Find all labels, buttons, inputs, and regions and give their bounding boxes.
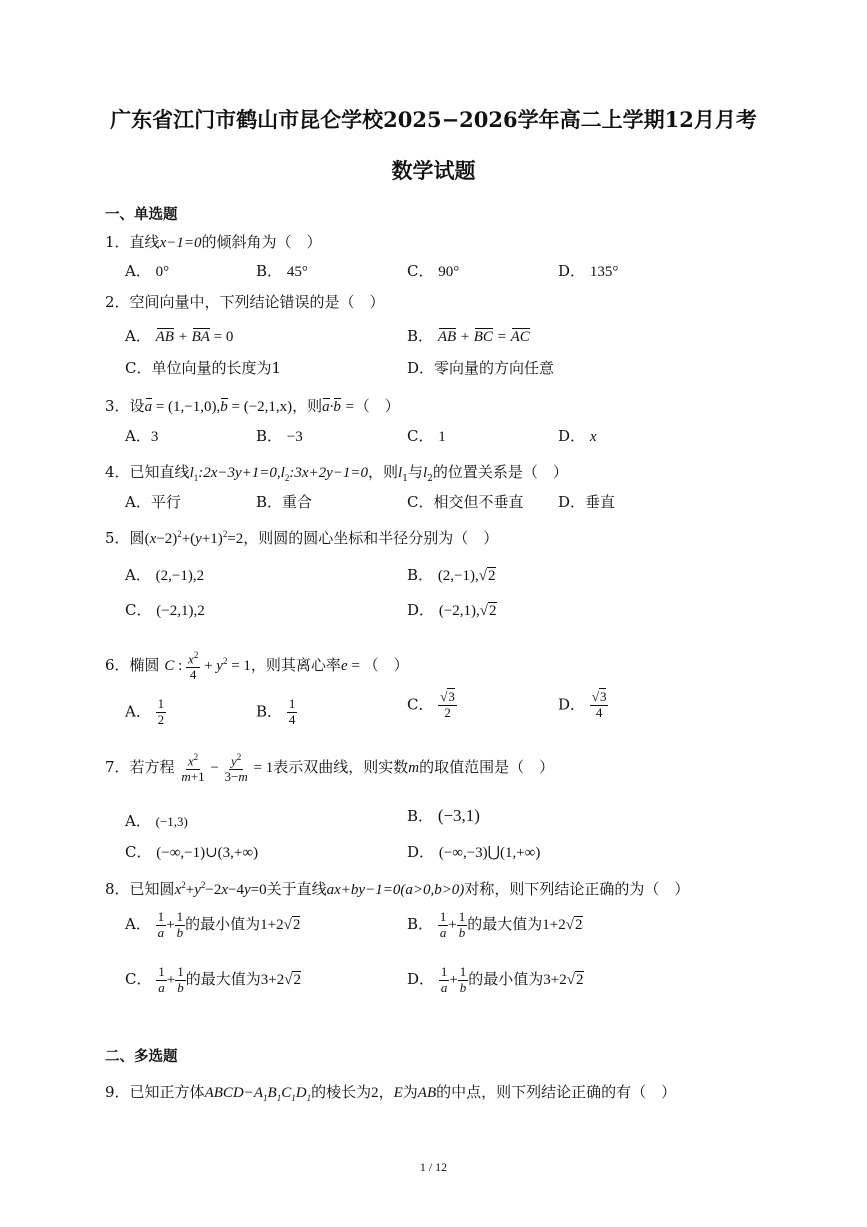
q7-option-c: C． (−∞,−1)∪(3,+∞)	[125, 843, 259, 861]
q4-option-b: B．重合	[256, 493, 313, 511]
q3-option-d: D． x	[558, 427, 597, 445]
q2-option-a: A． AB + BA = 0	[125, 327, 234, 345]
q5-option-d: D． (−2,1),√2	[407, 601, 497, 619]
q4-option-d: D．垂直	[558, 493, 616, 511]
q5-option-a: A． (2,−1),2	[125, 566, 205, 584]
q6-option-b: B． $\frac{1}{4}$	[256, 696, 296, 727]
title-line-2: 数学试题	[391, 158, 476, 183]
q4-option-a: A．平行	[125, 493, 181, 511]
q1-option-a: A． 0°	[125, 262, 170, 280]
question-8: 8．已知圆$x^2+y^2-2x-4y=0$关于直线ax+by−1=0(a>0,b>0)对称，则下列结论正确的为（ ）	[105, 880, 690, 898]
q4-option-c: C．相交但不垂直	[407, 493, 524, 511]
question-5: 5．圆$(x-2)^2+(y+1)^2=2$，则圆的圆心坐标和半径分别为（ ）	[105, 529, 499, 547]
q1-option-d: D． 135°	[558, 262, 619, 280]
title-line-1: 广东省江门市鹤山市昆仑学校2025−2026学年高二上学期12月月考	[110, 107, 757, 132]
q7-option-a: A． (−1,3)	[125, 812, 188, 830]
page-number: 1 / 12	[419, 1160, 448, 1174]
q1-equation: x−1=0	[159, 235, 202, 251]
q8-option-b: B． $\frac{1}{a}$ + $\frac{1}{b}$ 的最大值为1+2√2	[407, 909, 583, 940]
q2-option-d: D．零向量的方向任意	[407, 359, 555, 377]
question-2: 2．空间向量中，下列结论错误的是（ ）	[105, 293, 385, 311]
q2-option-c: C．单位向量的长度为1	[125, 359, 282, 377]
q2-option-b: B． AB + BC = AC	[407, 327, 530, 345]
q7-option-d: D． (−∞,−3)⋃(1,+∞)	[407, 843, 541, 861]
section-single-choice: 一、单选题	[105, 206, 178, 223]
question-4: 4．已知直线$l_1:2x-3y+1=0,l_2:3x+2y-1=0$，则$l_1$与$l_2$的位置关系是（ ）	[105, 463, 568, 484]
q6-option-c: C． $\frac{√3}{2}$	[407, 689, 455, 720]
question-3: 3．设a = (1,−1,0),b = (−2,1,x)，则a·b =（ ）	[105, 397, 400, 415]
q6-option-d: D． $\frac{√3}{4}$	[558, 689, 607, 720]
q3-option-c: C． 1	[407, 427, 446, 445]
q8-option-a: A． $\frac{1}{a}$ + $\frac{1}{b}$ 的最小值为1+2√2	[125, 909, 301, 940]
q1-option-b: B． 45°	[256, 262, 308, 280]
q5-option-b: B． (2,−1),√2	[407, 566, 496, 584]
q3-option-b: B． −3	[256, 427, 303, 445]
q5-option-c: C． (−2,1),2	[125, 601, 205, 619]
q8-option-c: C． $\frac{1}{a}$ + $\frac{1}{b}$ 的最大值为3+2√2	[125, 964, 301, 995]
question-6: 6．椭圆 C : $\frac{x^2}{4}$ + $y^2 = 1$，则其离心率e = （ ）	[105, 650, 409, 683]
q3-option-a: A．3	[125, 427, 159, 445]
question-9: 9．已知正方体$ABCD-A_1B_1C_1D_1$的棱长为2，E为AB的中点，则下列结论正确的有（ ）	[105, 1083, 677, 1103]
q8-option-d: D． $\frac{1}{a}$ + $\frac{1}{b}$ 的最小值为3+2√2	[407, 964, 584, 995]
question-7: 7．若方程 $\frac{x^2}{m+1}$ − $\frac{y^2}{3-m}$ = 1表示双曲线，则实数m的取值范围是（ ）	[105, 752, 555, 785]
q6-option-a: A． $\frac{1}{2}$	[125, 696, 165, 727]
q7-option-b: B． (−3,1)	[407, 806, 480, 825]
section-multi-choice: 二、多选题	[105, 1048, 178, 1065]
q1-option-c: C． 90°	[407, 262, 460, 280]
question-1: 1．直线x−1=0的倾斜角为（ ）	[105, 233, 322, 251]
